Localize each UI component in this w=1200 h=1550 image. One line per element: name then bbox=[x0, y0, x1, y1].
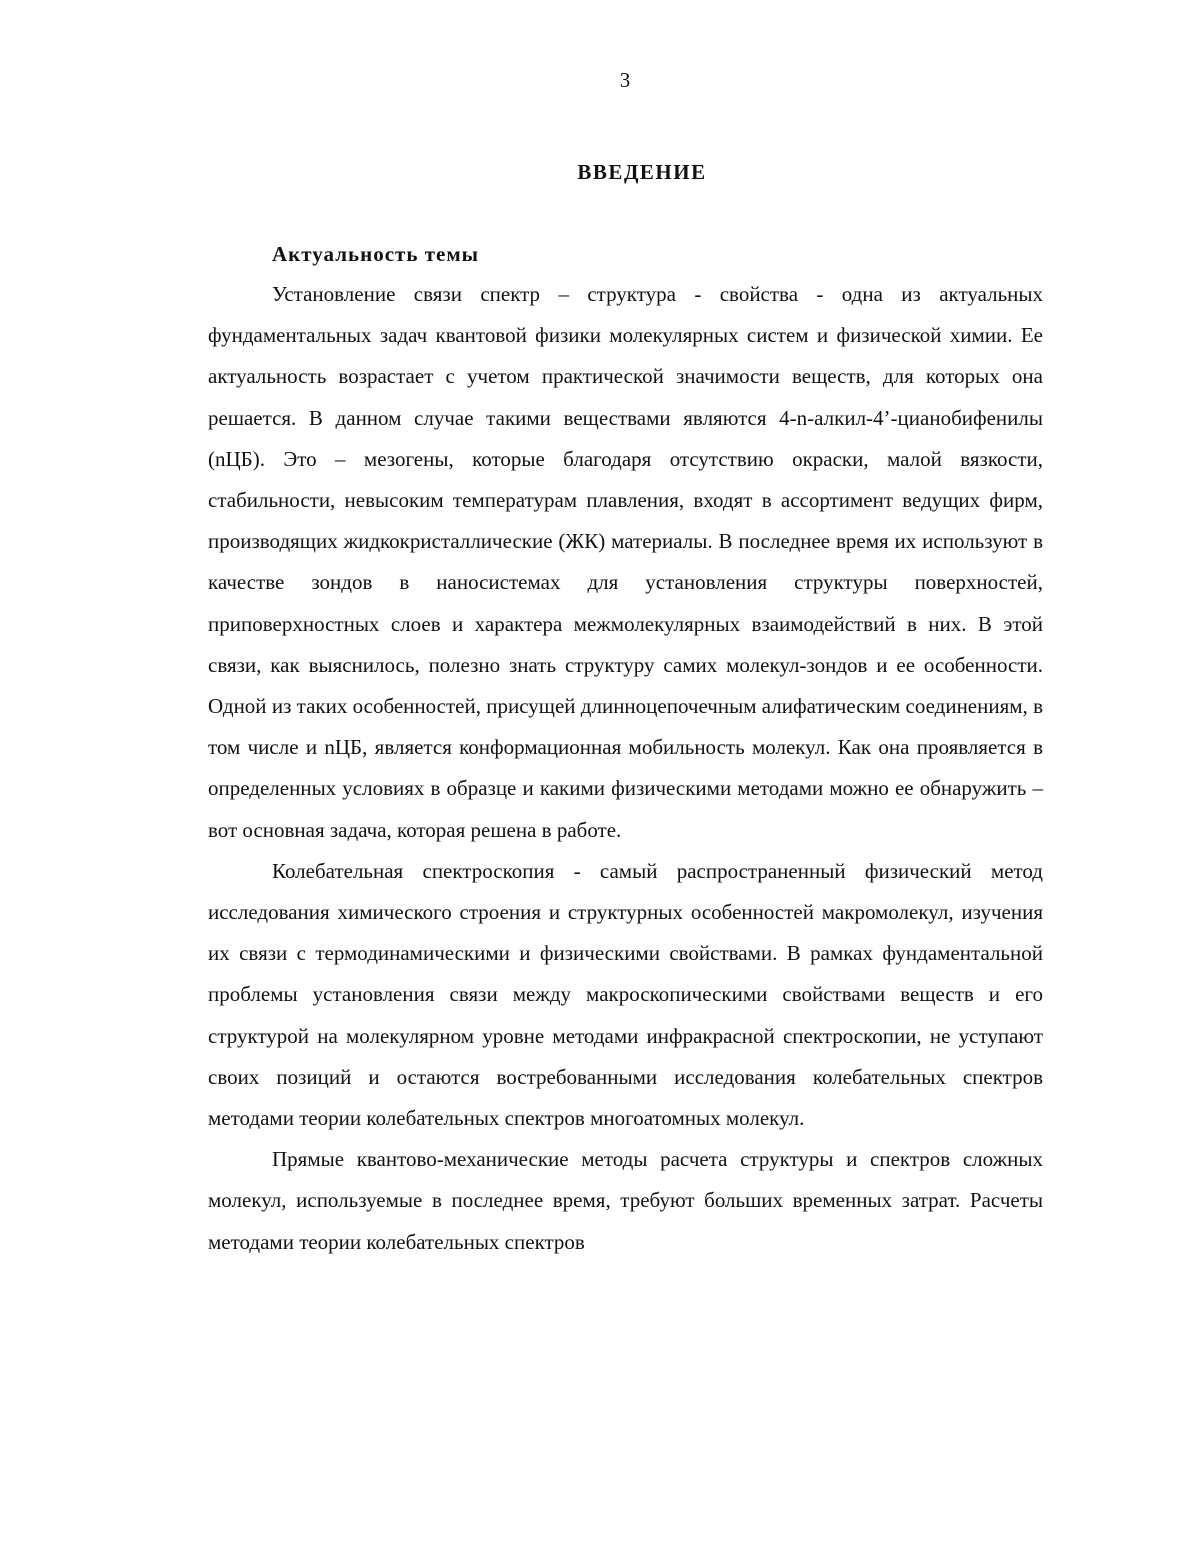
body-text bbox=[208, 274, 1043, 1263]
section-heading: ВВЕДЕНИЕ bbox=[577, 160, 707, 184]
paragraph: Колебательная спектроскопия - самый распространенный физический метод исследования химического строения и структурных особенностей макромолекул, изучения их связи с термодинамическими и физическими свойствами. В рамках фундаментальной проблемы установления связи между макроскопическими свойствами веществ и его структурой на молекулярном уровне методами инфракрасной спектроскопии, не уступают своих позиций и остаются востребованными исследования колебательных спектров методами теории колебательных спектров многоатомных молекул. bbox=[208, 858, 1043, 1131]
paragraph: Прямые квантово-механические методы расчета структуры и спектров сложных молекул, используемые в последнее время, требуют больших временных затрат. Расчеты методами теории колебательных спектров bbox=[208, 1147, 1043, 1254]
paragraph: Установление связи спектр – структура - свойства - одна из актуальных фундаментальных задач квантовой физики молекулярных систем и физической химии. Ее актуальность возрастает с учетом практической значимости веществ, для которых она решается. В данном случае такими веществами являются 4-n-алкил-4’-цианобифенилы (nЦБ). Это – мезогены, которые благодаря отсутствию окраски, малой вязкости, стабильности, невысоким температурам плавления, входят в ассортимент ведущих фирм, производящих жидкокристаллические (ЖК) материалы. В последнее время их используют в качестве зондов в наносистемах для установления структуры поверхностей, приповерхностных слоев и характера межмолекулярных взаимодействий в них. В этой связи, как выяснилось, полезно знать структуру самих молекул-зондов и ее особенности. Одной из таких особенностей, присущей длинноцепочечным алифатическим соединениям, в том числе и nЦБ, является конформационная мобильность молекул. Как она проявляется в определенных условиях в образце и какими физическими методами можно ее обнаружить – вот основная задача, которая решена в работе. bbox=[208, 282, 1043, 842]
page-number: 3 bbox=[619, 68, 631, 92]
subsection-heading: Актуальность темы bbox=[272, 242, 480, 266]
